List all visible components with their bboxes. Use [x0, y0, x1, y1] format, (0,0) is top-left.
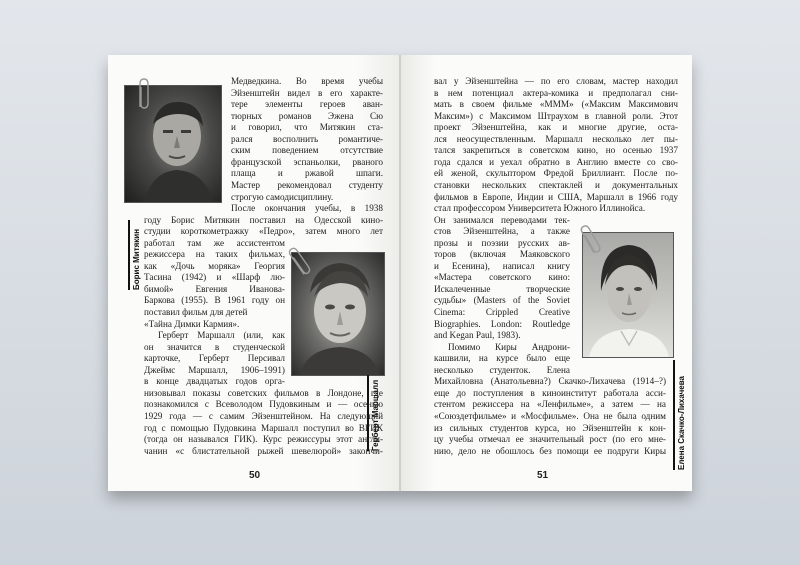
text-line: «Тайна Димки Кармия».	[144, 318, 240, 329]
text-line: в нем потенциал актера-комика и предполагал сни-	[434, 87, 678, 98]
text-line: французской эспаньолки, рваного	[231, 156, 383, 167]
caption-elena-skachko-likhacheva: Елена Скачко-Лихачева	[677, 376, 686, 470]
text-line: и говорил, что Митякин ста-	[231, 122, 383, 133]
text-line: ским поведением отсутствие	[231, 145, 383, 156]
text-line: тался закрепиться в советском кино, но осенью 1937	[434, 145, 678, 156]
text-line: Джеймс Маршалл, 1906–1991)	[144, 364, 285, 375]
text-line: судьбы» (Masters of the Soviet	[434, 295, 570, 306]
text-line: год с помощью Пудовкина Маршалл поступил во ВГИК	[144, 422, 383, 433]
text-line: «Мастера советского кино:	[434, 272, 570, 283]
text-line: фильмов в Европе, Индии и США, Маршалл в 1966 году	[434, 191, 678, 202]
text-line: мать в своем фильме «МММ» («Максим Максимович	[434, 99, 678, 110]
text-line: поставил фильм для детей	[144, 307, 248, 317]
text-line: Михайловна (Анатольевна?) Скачко-Лихачева (1914–?)	[434, 376, 666, 387]
text-line: Помимо Киры Андрони-	[448, 341, 570, 352]
book-spread	[108, 55, 692, 491]
text-line: тюрных романов Эжена Сю	[231, 110, 383, 121]
text-line: несколько студенток. Елена	[434, 364, 570, 375]
text-line: плаща и ржавой шпаги.	[231, 168, 383, 179]
caption-herbert-marshall: Герберт Маршалл	[371, 379, 380, 451]
text-line: строгую самодисциплину.	[231, 191, 334, 202]
text-line: из сильных студентов курса, но Эйзенштейн к кон-	[434, 422, 666, 433]
text-line: Он занимался переводами тек-	[434, 214, 570, 225]
text-line: Герберт Маршалл (или, как	[158, 330, 285, 341]
text-line: проект Эйзенштейна, как и многие другие, оста-	[434, 122, 678, 133]
text-line: стов Эйзенштейна, а также	[434, 226, 570, 237]
text-line: лся неосуществленным. Маршалл несколько лет пы-	[434, 133, 678, 144]
text-line: 1929 года — с самим Эйзенштейном. На следующий	[144, 410, 383, 421]
page-number-left: 50	[249, 470, 261, 481]
text-line: «Союздетфильме» и «Мосфильме». Она не была одним	[434, 410, 666, 421]
text-line: режиссера на таких фильмах,	[144, 249, 285, 260]
text-line: рался восполнить романтиче-	[231, 133, 383, 144]
text-line: стентом режиссера на «Ленфильме», а затем — на	[434, 399, 666, 410]
left-page	[108, 55, 400, 491]
text-line: и Есенина), написал книгу	[434, 260, 570, 271]
text-line: Баркова (1955). В 1961 году он	[144, 295, 285, 306]
text-line: Максим») с Максимом Штраухом в главной роли. Этот	[434, 110, 678, 121]
text-line: После окончания учебы, в 1938	[231, 203, 383, 214]
text-line: познакомился с Всеволодом Пудовкиным и — осенью	[144, 399, 383, 410]
text-line: Тасина (1942) и «Шарф лю-	[144, 272, 285, 283]
text-line: году Борис Митякин поставил на Одесской кино-	[144, 214, 383, 225]
right-page	[400, 55, 692, 491]
text-line: карточке, Герберт Персивал	[144, 353, 285, 364]
text-line: (тогда он назывался ГИК). Курс режиссуры этот англи-	[144, 434, 383, 445]
text-line: Biographies. London: Routledge	[434, 318, 570, 329]
text-line: года сдался и уехал обратно в Англию вместе со сво-	[434, 156, 678, 167]
text-line: тере элементы героев аван-	[231, 99, 383, 110]
text-line: Эйзенштейн видел в его характе-	[231, 87, 383, 98]
text-line: становки нескольких спектаклей и документальных	[434, 179, 678, 190]
text-line: он значится в студенческой	[144, 341, 285, 352]
text-line: ей женой, скульптором Фредой Бриллиант. После по-	[434, 168, 678, 179]
text-line: низовывал показы советских фильмов в Лондоне, где	[144, 387, 383, 398]
text-line: Мастер рекомендовал студенту	[231, 179, 383, 190]
text-line: цу учебы отмечал ее значительный рост (по его мне-	[434, 434, 666, 445]
text-line: and Kegan Paul, 1983).	[434, 330, 521, 341]
text-line: Cinema: Crippled Creative	[434, 307, 570, 317]
text-line: студии короткометражку «Педро», затем много лет	[144, 226, 383, 237]
text-line: чанин «с блистательной рыжей шевелюрой» закончи-	[144, 445, 383, 456]
page-number-right: 51	[537, 470, 549, 481]
text-line: как «Дочь моряка» Георгия	[144, 260, 285, 271]
text-line: прозы и поэзии русских ав-	[434, 237, 570, 248]
text-line: Медведкина. Во время учебы	[231, 76, 383, 86]
text-line: кашвили, на курсе было еще	[434, 353, 570, 364]
text-line: еще до поступления в киноинститут работала асси-	[434, 387, 666, 398]
text-line: в конце двадцатых годов орга-	[144, 376, 285, 387]
text-line: вал у Эйзенштейна — по его словам, мастер находил	[434, 76, 678, 86]
text-line: Искалеченные творческие	[434, 283, 570, 294]
paperclip-icon	[136, 77, 150, 111]
caption-boris-mityakin: Борис Митякин	[132, 228, 141, 290]
text-line: торов (включая Маяковского	[434, 249, 570, 260]
spine-gutter	[399, 55, 401, 491]
text-line: нию, дело не обошлось без помощи ее подруги Киры	[434, 445, 666, 456]
text-line: бимой» Евгения Иванова-	[144, 283, 285, 294]
text-line: стал профессором Университета Южного Иллинойса.	[434, 203, 646, 214]
text-line: работал там же ассистентом	[144, 237, 285, 248]
